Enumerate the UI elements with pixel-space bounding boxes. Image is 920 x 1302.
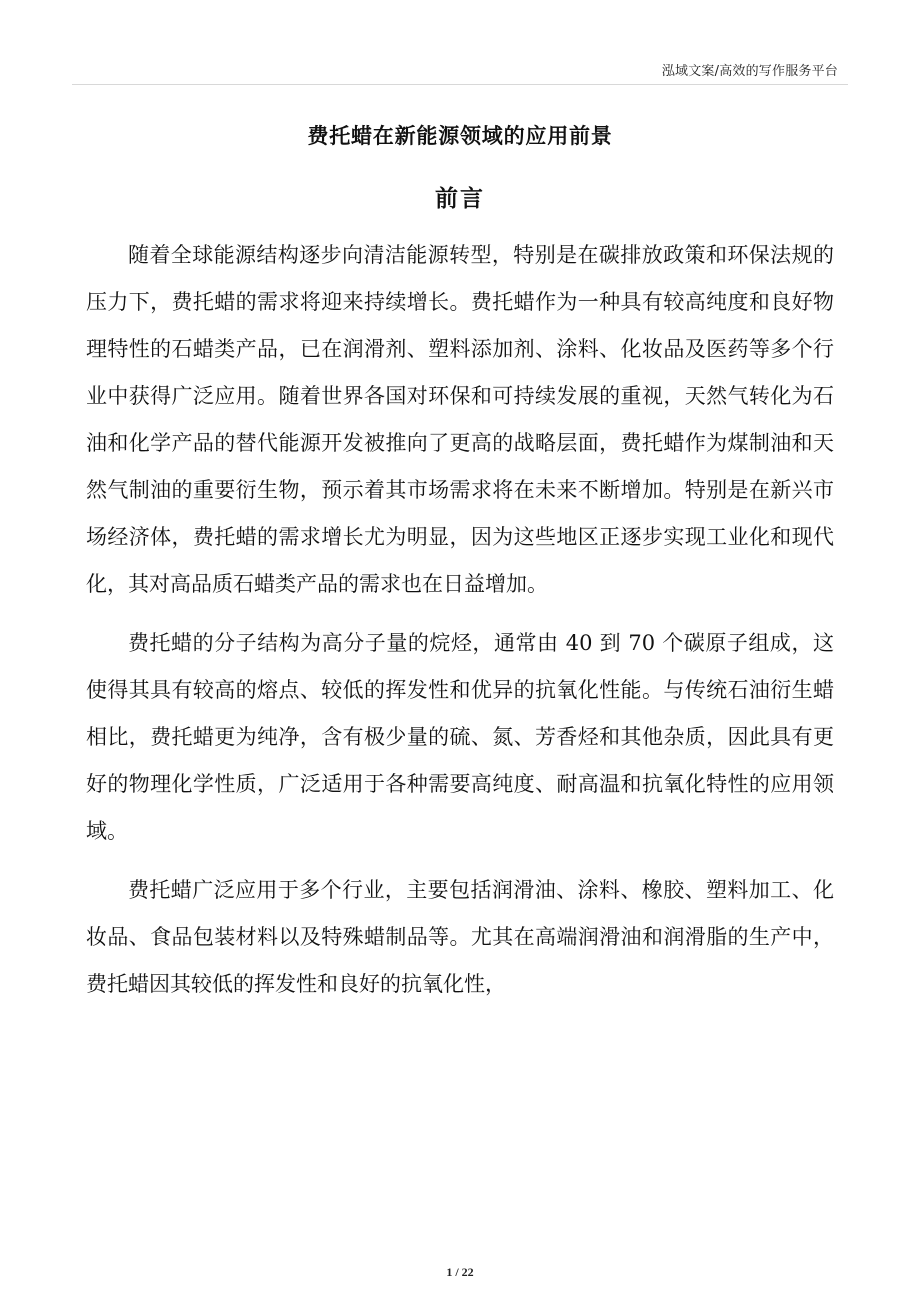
page-number: 1 / 22: [446, 1265, 474, 1279]
document-title: 费托蜡在新能源领域的应用前景: [307, 123, 613, 148]
header-brand-text: 泓域文案/高效的写作服务平台: [661, 64, 838, 79]
paragraph: 费托蜡广泛应用于多个行业，主要包括润滑油、涂料、橡胶、塑料加工、化妆品、食品包装材料以及特殊蜡制品等。尤其在高端润滑油和润滑脂的生产中，费托蜡因其较低的挥发性和良好的抗氧化性，: [86, 878, 834, 996]
paragraph: 费托蜡的分子结构为高分子量的烷烃，通常由 40 到 70 个碳原子组成，这使得其具有较高的熔点、较低的挥发性和优异的抗氧化性能。与传统石油衍生蜡相比，费托蜡更为纯净，含有极少量的硫、氮、芳香烃和其他杂质，因此具有更好的物理化学性质，广泛适用于各种需要高纯度、耐高温和抗氧化特性的应用领域。: [86, 631, 834, 843]
section-title: 前言: [435, 185, 485, 212]
paragraph: 随着全球能源结构逐步向清洁能源转型，特别是在碳排放政策和环保法规的压力下，费托蜡的需求将迎来持续增长。费托蜡作为一种具有较高纯度和良好物理特性的石蜡类产品，已在润滑剂、塑料添加剂、涂料、化妆品及医药等多个行业中获得广泛应用。随着世界各国对环保和可持续发展的重视，天然气转化为石油和化学产品的替代能源开发被推向了更高的战略层面，费托蜡作为煤制油和天然气制油的重要衍生物，预示着其市场需求将在未来不断增加。特别是在新兴市场经济体，费托蜡的需求增长尤为明显，因为这些地区正逐步实现工业化和现代化，其对高品质石蜡类产品的需求也在日益增加。: [86, 243, 834, 596]
header-divider: [72, 84, 848, 85]
body-text: [86, 232, 834, 1020]
